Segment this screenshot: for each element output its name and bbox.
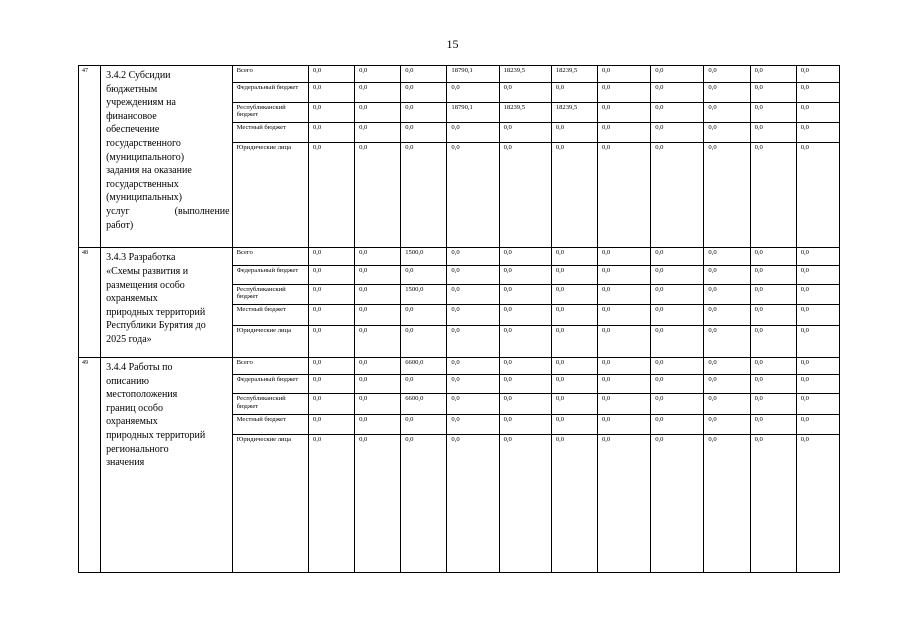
- value-cell: 0,0: [651, 414, 704, 434]
- value-cell: 0,0: [447, 357, 499, 374]
- value-cell: 0,0: [796, 357, 839, 374]
- value-cell: 0,0: [551, 305, 597, 325]
- value-cell: 0,0: [401, 122, 447, 142]
- measure-name-line: местоположения: [106, 389, 178, 401]
- value-cell: 0,0: [796, 83, 839, 102]
- value-cell: 0,0: [597, 102, 650, 122]
- value-cell: 0,0: [355, 394, 401, 414]
- table-row: [79, 248, 840, 265]
- value-cell: 0,0: [355, 122, 401, 142]
- value-cell: 0,0: [447, 284, 499, 304]
- measure-name-line: границ особо: [106, 402, 163, 414]
- value-cell: 0,0: [597, 434, 650, 572]
- measure-name-line: регионального: [106, 443, 169, 455]
- value-cell: 0,0: [447, 248, 499, 265]
- value-cell: 1500,0: [401, 248, 447, 265]
- value-cell: 0,0: [750, 394, 796, 414]
- measure-name-line: 3.4.3 Разработка: [106, 252, 176, 264]
- value-cell: 0,0: [597, 248, 650, 265]
- value-cell: 0,0: [308, 248, 354, 265]
- value-cell: 0,0: [401, 434, 447, 572]
- funding-source: Республиканский бюджет: [232, 102, 308, 122]
- value-cell: 0,0: [704, 102, 750, 122]
- measure-name-line: обеспечение: [106, 124, 160, 136]
- value-cell: 0,0: [308, 305, 354, 325]
- value-cell: 18239,5: [551, 102, 597, 122]
- value-cell: 0,0: [704, 143, 750, 248]
- measure-name: [101, 66, 233, 248]
- measure-name-line: (муниципальных): [106, 192, 182, 204]
- value-cell: 0,0: [796, 122, 839, 142]
- value-cell: 0,0: [355, 248, 401, 265]
- value-cell: 0,0: [551, 357, 597, 374]
- value-cell: 0,0: [499, 375, 551, 394]
- value-cell: 0,0: [704, 66, 750, 83]
- measure-name-line: охраняемых: [106, 293, 158, 305]
- value-cell: 0,0: [355, 66, 401, 83]
- value-cell: 0,0: [447, 305, 499, 325]
- value-cell: 0,0: [551, 375, 597, 394]
- measure-name-line: государственного: [106, 137, 181, 149]
- funding-source: Всего: [232, 248, 308, 265]
- value-cell: 0,0: [447, 83, 499, 102]
- value-cell: 0,0: [796, 414, 839, 434]
- value-cell: 0,0: [750, 325, 796, 357]
- value-cell: 0,0: [355, 375, 401, 394]
- funding-source: Всего: [232, 357, 308, 374]
- value-cell: 0,0: [551, 83, 597, 102]
- funding-source: Местный бюджет: [232, 305, 308, 325]
- value-cell: 0,0: [499, 305, 551, 325]
- value-cell: 0,0: [401, 414, 447, 434]
- value-cell: 0,0: [796, 248, 839, 265]
- value-cell: 0,0: [651, 394, 704, 414]
- value-cell: 0,0: [651, 305, 704, 325]
- value-cell: 0,0: [499, 434, 551, 572]
- value-cell: 0,0: [355, 305, 401, 325]
- value-cell: 18239,5: [499, 102, 551, 122]
- value-cell: 0,0: [651, 143, 704, 248]
- value-cell: 0,0: [551, 122, 597, 142]
- value-cell: 0,0: [355, 434, 401, 572]
- value-cell: 0,0: [447, 375, 499, 394]
- value-cell: 0,0: [447, 143, 499, 248]
- measure-name-line: «Схемы развития и: [106, 266, 189, 278]
- value-cell: 0,0: [499, 394, 551, 414]
- value-cell: 0,0: [704, 122, 750, 142]
- value-cell: 0,0: [651, 284, 704, 304]
- value-cell: 0,0: [447, 414, 499, 434]
- value-cell: 0,0: [308, 83, 354, 102]
- value-cell: 0,0: [704, 414, 750, 434]
- value-cell: 0,0: [796, 265, 839, 284]
- value-cell: 0,0: [308, 325, 354, 357]
- value-cell: 0,0: [401, 375, 447, 394]
- value-cell: 0,0: [750, 143, 796, 248]
- value-cell: 0,0: [308, 284, 354, 304]
- value-cell: 6600,0: [401, 394, 447, 414]
- value-cell: 0,0: [750, 122, 796, 142]
- value-cell: 0,0: [597, 357, 650, 374]
- value-cell: 0,0: [551, 143, 597, 248]
- measure-name-line: финансовое: [106, 110, 157, 122]
- value-cell: 0,0: [447, 265, 499, 284]
- value-cell: 18239,5: [499, 66, 551, 83]
- value-cell: 0,0: [597, 325, 650, 357]
- value-cell: 0,0: [308, 434, 354, 572]
- value-cell: 0,0: [796, 305, 839, 325]
- value-cell: 0,0: [499, 265, 551, 284]
- value-cell: 0,0: [551, 434, 597, 572]
- measure-name-line: описанию: [106, 375, 149, 387]
- value-cell: 0,0: [355, 325, 401, 357]
- value-cell: 0,0: [551, 248, 597, 265]
- value-cell: 0,0: [597, 284, 650, 304]
- measure-name-line: 2025 года»: [106, 334, 152, 346]
- value-cell: 0,0: [355, 265, 401, 284]
- value-cell: 0,0: [401, 143, 447, 248]
- value-cell: 0,0: [308, 143, 354, 248]
- value-cell: 0,0: [355, 414, 401, 434]
- value-cell: 0,0: [499, 122, 551, 142]
- value-cell: 0,0: [551, 265, 597, 284]
- value-cell: 0,0: [447, 434, 499, 572]
- funding-source: Федеральный бюджет: [232, 375, 308, 394]
- value-cell: 0,0: [750, 265, 796, 284]
- table-row: [79, 357, 840, 374]
- value-cell: 0,0: [750, 414, 796, 434]
- value-cell: 0,0: [704, 357, 750, 374]
- funding-source: Местный бюджет: [232, 122, 308, 142]
- value-cell: 0,0: [308, 357, 354, 374]
- value-cell: 0,0: [308, 414, 354, 434]
- funding-source: Федеральный бюджет: [232, 83, 308, 102]
- value-cell: 0,0: [401, 265, 447, 284]
- funding-source: Юридические лица: [232, 434, 308, 572]
- value-cell: 0,0: [447, 394, 499, 414]
- measure-name-line: учреждениям на: [106, 97, 176, 109]
- value-cell: 0,0: [651, 83, 704, 102]
- funding-source: Федеральный бюджет: [232, 265, 308, 284]
- value-cell: 0,0: [704, 305, 750, 325]
- value-cell: 0,0: [796, 284, 839, 304]
- value-cell: 0,0: [750, 102, 796, 122]
- budget-table: [78, 65, 840, 573]
- value-cell: 0,0: [499, 143, 551, 248]
- value-cell: 0,0: [401, 305, 447, 325]
- value-cell: 0,0: [704, 248, 750, 265]
- measure-name-line: работ): [106, 219, 134, 231]
- value-cell: 18239,5: [551, 66, 597, 83]
- row-number: 48: [79, 248, 101, 357]
- measure-name-line: (муниципального): [106, 151, 185, 163]
- value-cell: 0,0: [796, 66, 839, 83]
- value-cell: 0,0: [704, 284, 750, 304]
- value-cell: 0,0: [597, 394, 650, 414]
- value-cell: 0,0: [308, 394, 354, 414]
- value-cell: 0,0: [796, 375, 839, 394]
- funding-source: Республиканский бюджет: [232, 394, 308, 414]
- value-cell: 18790,1: [447, 66, 499, 83]
- value-cell: 0,0: [704, 394, 750, 414]
- table-row: [79, 66, 840, 83]
- value-cell: 0,0: [651, 248, 704, 265]
- value-cell: 6600,0: [401, 357, 447, 374]
- row-number: 47: [79, 66, 101, 248]
- value-cell: 0,0: [499, 325, 551, 357]
- measure-name: [101, 357, 233, 572]
- value-cell: 0,0: [308, 265, 354, 284]
- value-cell: 0,0: [597, 265, 650, 284]
- value-cell: 0,0: [796, 434, 839, 572]
- value-cell: 0,0: [704, 83, 750, 102]
- funding-source: Юридические лица: [232, 325, 308, 357]
- value-cell: 1500,0: [401, 284, 447, 304]
- value-cell: 0,0: [651, 325, 704, 357]
- value-cell: 0,0: [796, 325, 839, 357]
- value-cell: 0,0: [308, 375, 354, 394]
- value-cell: 0,0: [651, 102, 704, 122]
- value-cell: 0,0: [597, 83, 650, 102]
- value-cell: 0,0: [401, 102, 447, 122]
- value-cell: 0,0: [651, 122, 704, 142]
- measure-name-line: размещения особо: [106, 279, 185, 291]
- measure-name-line: задания на оказание: [106, 165, 192, 177]
- measure-name-line: государственных: [106, 178, 179, 190]
- value-cell: 0,0: [308, 122, 354, 142]
- measure-name-line: Республики Бурятия до: [106, 320, 206, 332]
- measure-name-line: бюджетным: [106, 83, 158, 95]
- value-cell: 0,0: [704, 325, 750, 357]
- measure-name-line: значения: [106, 457, 145, 469]
- value-cell: 0,0: [651, 265, 704, 284]
- value-cell: 0,0: [750, 305, 796, 325]
- value-cell: 0,0: [796, 143, 839, 248]
- value-cell: 0,0: [597, 305, 650, 325]
- funding-source: Юридические лица: [232, 143, 308, 248]
- value-cell: 0,0: [750, 375, 796, 394]
- funding-source: Всего: [232, 66, 308, 83]
- value-cell: 0,0: [651, 66, 704, 83]
- value-cell: 0,0: [308, 66, 354, 83]
- value-cell: 0,0: [597, 375, 650, 394]
- value-cell: 0,0: [499, 414, 551, 434]
- value-cell: 0,0: [355, 143, 401, 248]
- value-cell: 0,0: [499, 83, 551, 102]
- value-cell: 0,0: [750, 66, 796, 83]
- value-cell: 0,0: [597, 66, 650, 83]
- measure-name-line: природных территорий: [106, 429, 206, 441]
- value-cell: 18790,1: [447, 102, 499, 122]
- value-cell: 0,0: [401, 66, 447, 83]
- value-cell: 0,0: [704, 434, 750, 572]
- value-cell: 0,0: [355, 357, 401, 374]
- value-cell: 0,0: [750, 248, 796, 265]
- value-cell: 0,0: [597, 122, 650, 142]
- value-cell: 0,0: [551, 414, 597, 434]
- value-cell: 0,0: [704, 375, 750, 394]
- value-cell: 0,0: [651, 357, 704, 374]
- measure-name-line: услуг (выполнение: [106, 205, 230, 217]
- measure-name-line: 3.4.4 Работы по: [106, 361, 173, 373]
- value-cell: 0,0: [551, 284, 597, 304]
- value-cell: 0,0: [355, 83, 401, 102]
- value-cell: 0,0: [651, 434, 704, 572]
- value-cell: 0,0: [704, 265, 750, 284]
- value-cell: 0,0: [750, 83, 796, 102]
- value-cell: 0,0: [499, 357, 551, 374]
- value-cell: 0,0: [597, 414, 650, 434]
- value-cell: 0,0: [551, 325, 597, 357]
- measure-name: [101, 248, 233, 357]
- measure-name-line: охраняемых: [106, 416, 158, 428]
- value-cell: 0,0: [355, 284, 401, 304]
- value-cell: 0,0: [551, 394, 597, 414]
- value-cell: 0,0: [401, 83, 447, 102]
- value-cell: 0,0: [499, 248, 551, 265]
- row-number: 49: [79, 357, 101, 572]
- value-cell: 0,0: [447, 122, 499, 142]
- value-cell: 0,0: [597, 143, 650, 248]
- value-cell: 0,0: [796, 102, 839, 122]
- value-cell: 0,0: [750, 434, 796, 572]
- value-cell: 0,0: [651, 375, 704, 394]
- page-number: 15: [446, 37, 459, 51]
- value-cell: 0,0: [355, 102, 401, 122]
- measure-name-line: 3.4.2 Субсидии: [106, 70, 171, 81]
- value-cell: 0,0: [308, 102, 354, 122]
- value-cell: 0,0: [401, 325, 447, 357]
- value-cell: 0,0: [499, 284, 551, 304]
- value-cell: 0,0: [750, 357, 796, 374]
- value-cell: 0,0: [750, 284, 796, 304]
- funding-source: Республиканский бюджет: [232, 284, 308, 304]
- funding-source: Местный бюджет: [232, 414, 308, 434]
- value-cell: 0,0: [447, 325, 499, 357]
- value-cell: 0,0: [796, 394, 839, 414]
- measure-name-line: природных территорий: [106, 306, 206, 318]
